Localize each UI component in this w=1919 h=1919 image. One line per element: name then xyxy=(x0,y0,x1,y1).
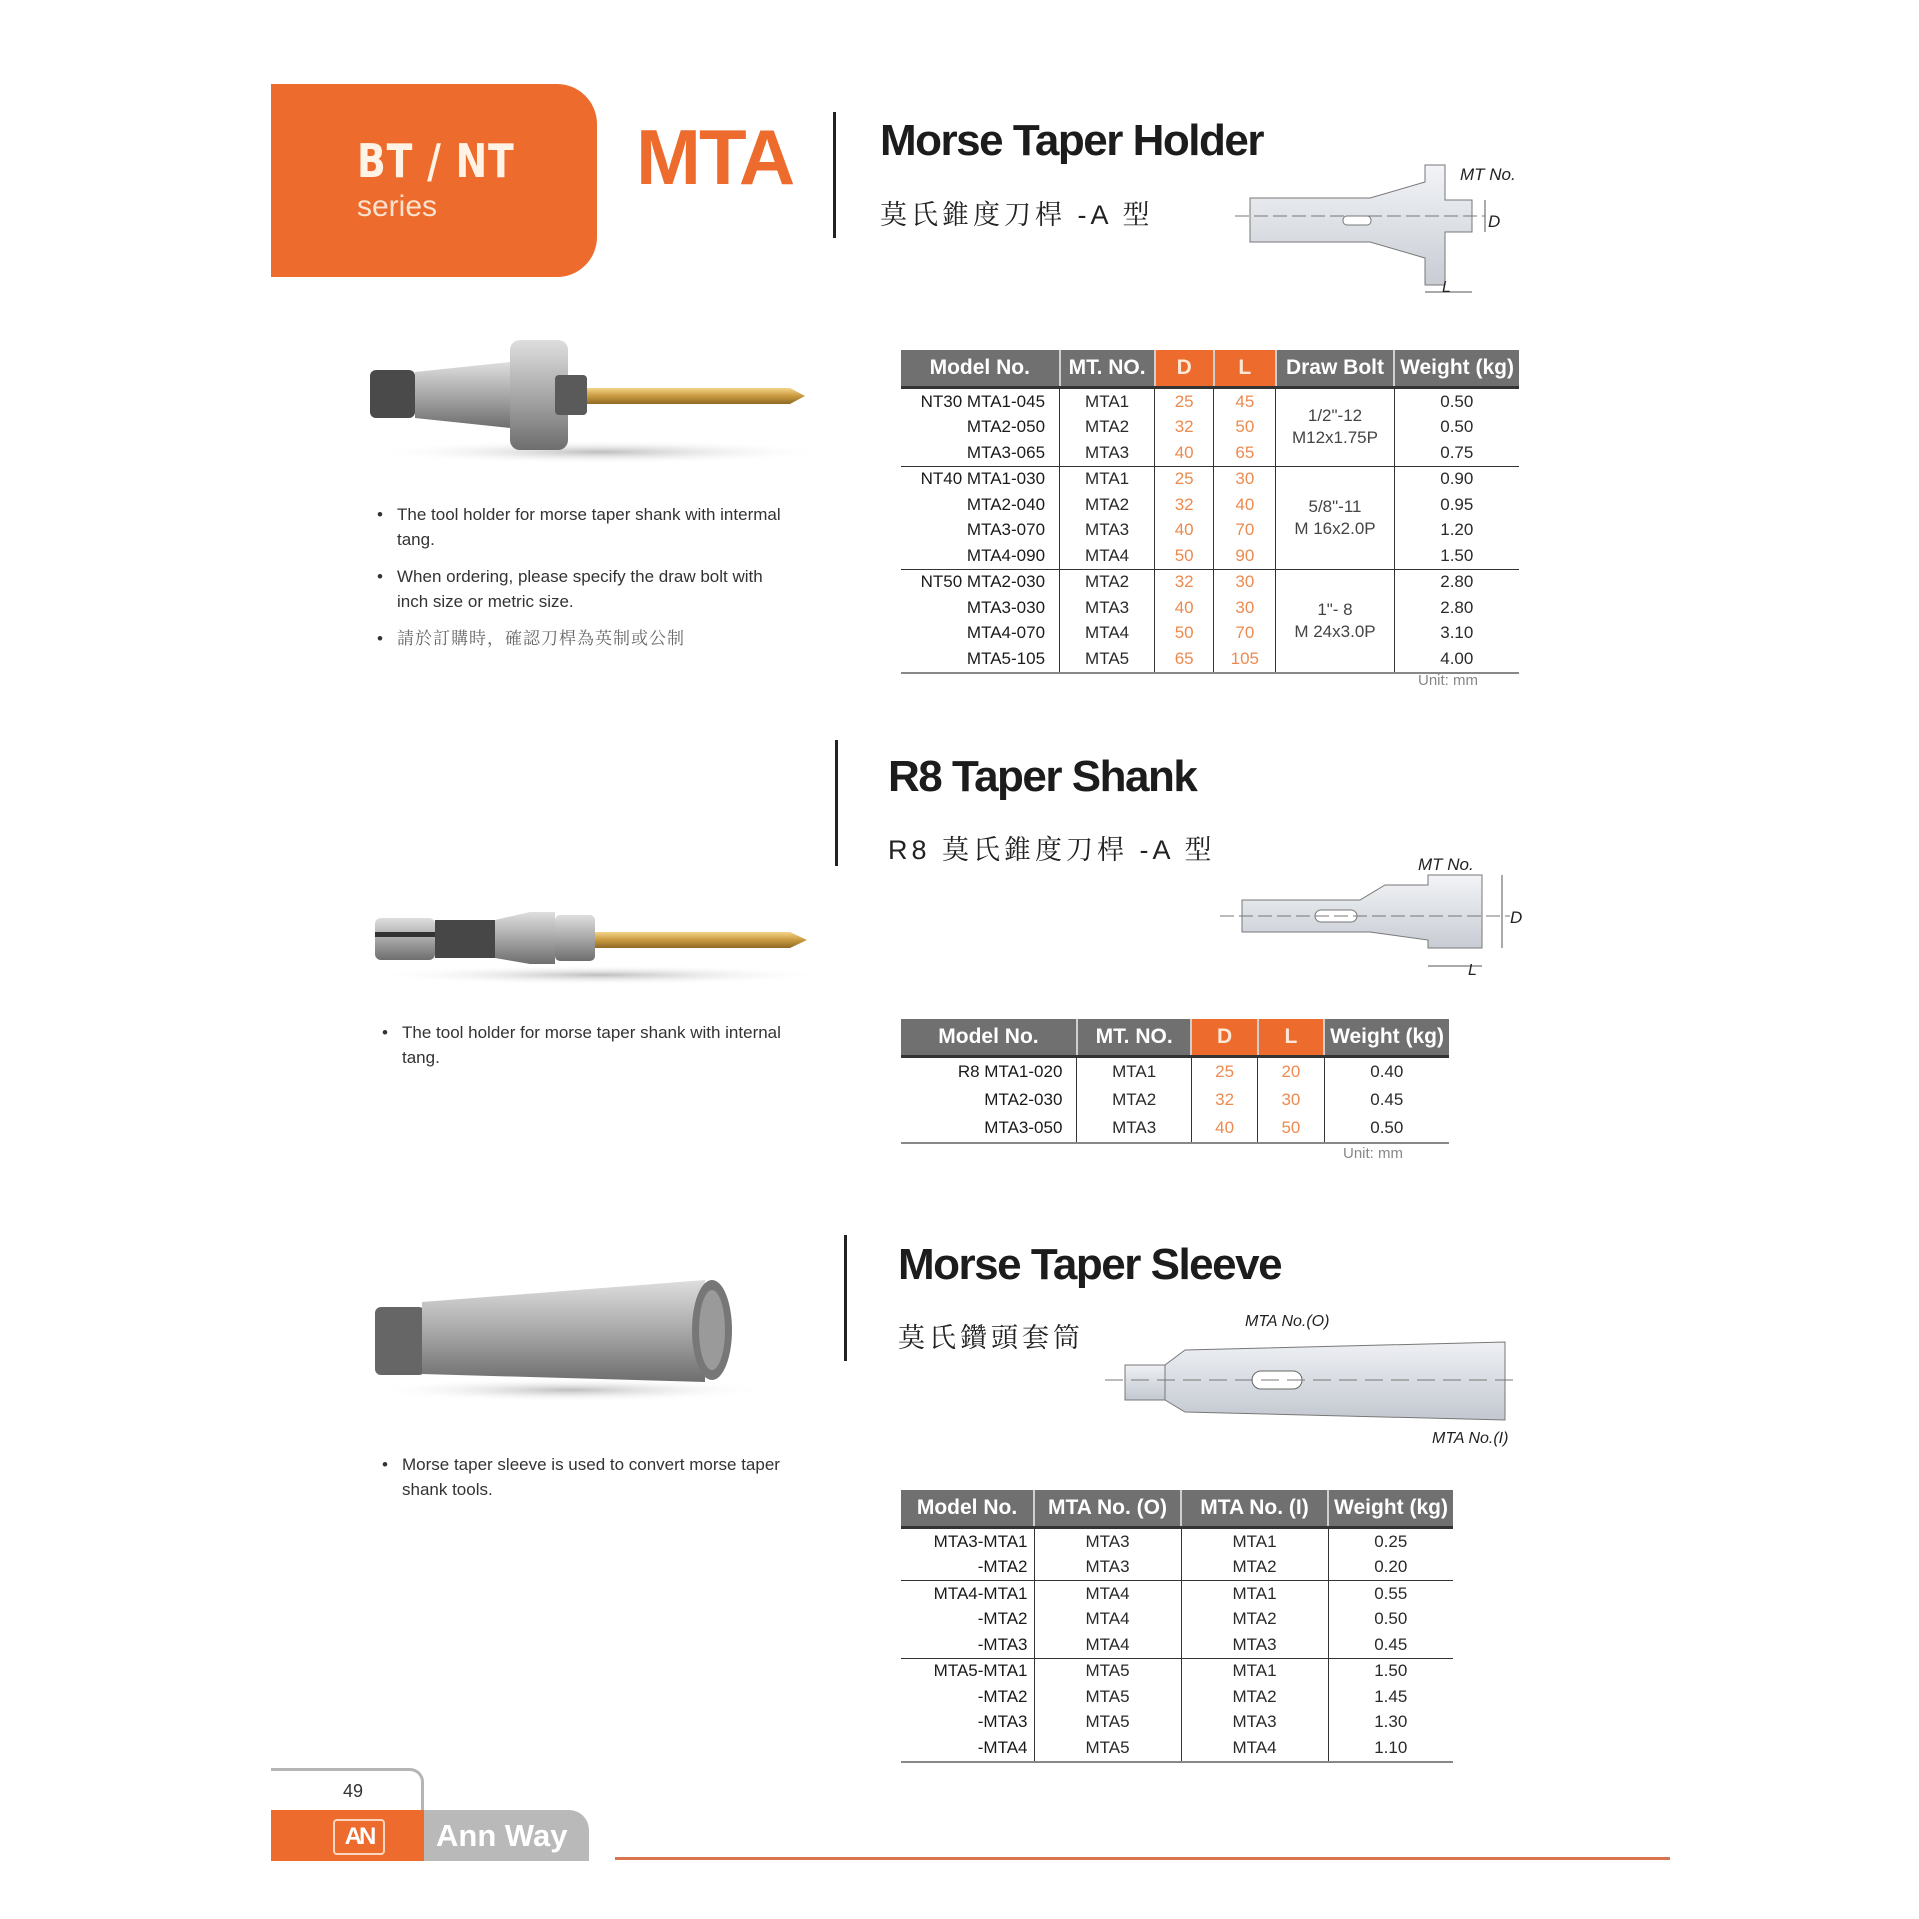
col-weight: Weight (kg) xyxy=(1324,1019,1449,1057)
sleeve-notes xyxy=(380,1452,800,1514)
col-draw-bolt: Draw Bolt xyxy=(1276,350,1394,388)
series-name: BT / NT xyxy=(357,134,515,188)
r8-shank-photo xyxy=(360,900,840,990)
draw-bolt-cell: 5/8"-11 M 16x2.0P xyxy=(1276,466,1394,569)
table-row: -MTA2 MTA5 MTA2 1.45 xyxy=(901,1684,1453,1710)
page-number: 49 xyxy=(343,1781,364,1801)
table-row: -MTA3 MTA4 MTA3 0.45 xyxy=(901,1632,1453,1658)
r8-spec-table xyxy=(901,1019,1449,1144)
col-model: Model No. xyxy=(901,350,1060,388)
table-row: NT30 MTA1-045 MTA1 25 45 1/2"-12 M12x1.75P 0.50 xyxy=(901,388,1519,415)
table-row: -MTA4 MTA5 MTA4 1.10 xyxy=(901,1735,1453,1762)
col-mt: MT. NO. xyxy=(1077,1019,1192,1057)
page-number-tab xyxy=(271,1768,424,1813)
col-model: Model No. xyxy=(901,1490,1034,1528)
section-subtitle-holder: 莫氏錐度刀桿 -A 型 xyxy=(880,200,1154,230)
unit-note: Unit: mm xyxy=(1343,1145,1403,1162)
section-title-sleeve: Morse Taper Sleeve xyxy=(898,1240,1282,1289)
note: • The tool holder for morse taper shank with intermal tang. xyxy=(375,502,795,552)
table-row: -MTA3 MTA5 MTA3 1.30 xyxy=(901,1710,1453,1736)
col-weight: Weight (kg) xyxy=(1394,350,1519,388)
label-d: D xyxy=(1510,908,1523,927)
table-row: MTA4-MTA1 MTA4 MTA1 0.55 xyxy=(901,1581,1453,1607)
unit-note: Unit: mm xyxy=(1418,672,1478,689)
footer-rule xyxy=(615,1857,1670,1860)
logo-mark-icon: AN xyxy=(333,1819,385,1855)
table-row: -MTA2 MTA4 MTA2 0.50 xyxy=(901,1607,1453,1633)
note: • When ordering, please specify the draw bolt with inch size or metric size. xyxy=(375,564,795,614)
sleeve-spec-table xyxy=(901,1490,1453,1763)
category-code: MTA xyxy=(636,113,794,201)
label-mt-no: MT No. xyxy=(1418,855,1474,874)
table-row: MTA2-030 MTA2 32 30 0.45 xyxy=(901,1086,1449,1114)
table-row: MTA3-MTA1 MTA3 MTA1 0.25 xyxy=(901,1528,1453,1555)
section-subtitle-r8: R8 莫氏錐度刀桿 -A 型 xyxy=(888,835,1216,865)
table-row: MTA3-050 MTA3 40 50 0.50 xyxy=(901,1114,1449,1143)
holder-spec-table xyxy=(901,350,1519,674)
label-l: L xyxy=(1442,279,1451,296)
table-row: -MTA2 MTA3 MTA2 0.20 xyxy=(901,1555,1453,1581)
note: • 請於訂購時，確認刀桿為英制或公制 xyxy=(375,626,795,651)
col-mt: MT. NO. xyxy=(1060,350,1155,388)
divider xyxy=(844,1235,847,1361)
series-tab xyxy=(271,84,597,277)
brand-name: Ann Way xyxy=(436,1818,568,1853)
table-row: NT40 MTA1-030 MTA1 25 30 5/8"-11 M 16x2.0P 0.90 xyxy=(901,466,1519,492)
label-d: D xyxy=(1488,212,1501,231)
col-mta-outer: MTA No. (O) xyxy=(1034,1490,1181,1528)
holder-notes xyxy=(375,502,795,663)
nt-holder-photo xyxy=(360,330,840,470)
table-row: NT50 MTA2-030 MTA2 32 30 1"- 8 M 24x3.0P 2.80 xyxy=(901,569,1519,595)
section-title-holder: Morse Taper Holder xyxy=(880,116,1263,165)
col-l: L xyxy=(1214,350,1276,388)
brand-name-tab xyxy=(424,1810,589,1861)
table-row: MTA4-090 MTA4 50 90 1.50 xyxy=(901,543,1519,569)
draw-bolt-cell: 1/2"-12 M12x1.75P xyxy=(1276,388,1394,467)
series-label: series xyxy=(357,190,438,223)
col-model: Model No. xyxy=(901,1019,1077,1057)
table-row: R8 MTA1-020 MTA1 25 20 0.40 xyxy=(901,1057,1449,1087)
table-row: MTA5-105 MTA5 65 105 4.00 xyxy=(901,646,1519,673)
label-l: L xyxy=(1468,962,1477,979)
section-subtitle-sleeve: 莫氏鑽頭套筒 xyxy=(898,1323,1084,1353)
sleeve-photo xyxy=(360,1270,780,1410)
section-title-r8: R8 Taper Shank xyxy=(888,752,1197,801)
brand-logo xyxy=(271,1810,424,1861)
label-mta-outer: MTA No.(O) xyxy=(1245,1313,1330,1330)
table-row: MTA2-050 MTA2 32 50 0.50 xyxy=(901,415,1519,441)
r8-diagram xyxy=(1220,870,1540,980)
note: • The tool holder for morse taper shank with internal tang. xyxy=(380,1020,800,1070)
col-d: D xyxy=(1191,1019,1257,1057)
divider xyxy=(833,112,836,238)
col-l: L xyxy=(1258,1019,1324,1057)
r8-notes xyxy=(380,1020,800,1082)
table-row: MTA5-MTA1 MTA5 MTA1 1.50 xyxy=(901,1658,1453,1684)
label-mt-no: MT No. xyxy=(1460,165,1516,184)
table-row: MTA3-065 MTA3 40 65 0.75 xyxy=(901,440,1519,466)
table-row: MTA2-040 MTA2 32 40 0.95 xyxy=(901,492,1519,518)
draw-bolt-cell: 1"- 8 M 24x3.0P xyxy=(1276,569,1394,673)
note: • Morse taper sleeve is used to convert morse taper shank tools. xyxy=(380,1452,800,1502)
table-row: MTA3-030 MTA3 40 30 2.80 xyxy=(901,595,1519,621)
label-mta-inner: MTA No.(I) xyxy=(1432,1430,1509,1447)
col-mta-inner: MTA No. (I) xyxy=(1181,1490,1328,1528)
divider xyxy=(835,740,838,866)
table-row: MTA3-070 MTA3 40 70 1.20 xyxy=(901,518,1519,544)
table-row: MTA4-070 MTA4 50 70 3.10 xyxy=(901,621,1519,647)
col-weight: Weight (kg) xyxy=(1328,1490,1453,1528)
col-d: D xyxy=(1155,350,1214,388)
